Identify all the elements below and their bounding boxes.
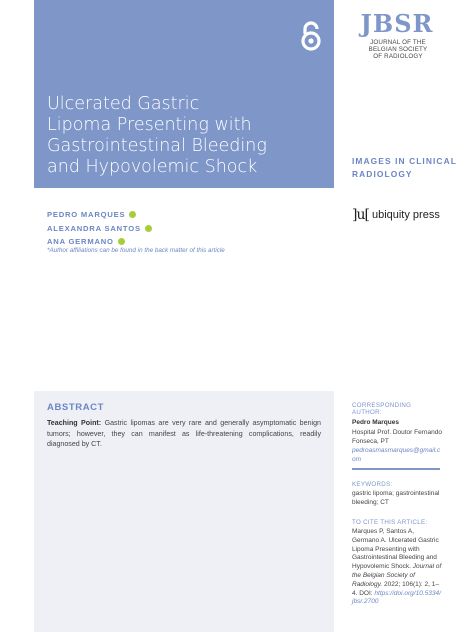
citation-text bbox=[352, 528, 442, 607]
title-line: Lipoma Presenting with bbox=[47, 115, 252, 135]
affiliation-note: *Author affiliations can be found in the back matter of this article bbox=[47, 247, 225, 254]
publisher-name: ubiquity press bbox=[371, 209, 440, 221]
publisher-logo bbox=[352, 207, 440, 223]
svg-text:JBSR: JBSR bbox=[360, 9, 434, 38]
teaching-point-label: Teaching Point: bbox=[47, 419, 102, 427]
logo-text-line: BELGIAN SOCIETY bbox=[368, 46, 428, 53]
corresponding-affiliation: Hospital Prof. Doutor Fernando Fonseca, PT bbox=[352, 428, 442, 445]
section-label-line: IMAGES IN CLINICAL bbox=[352, 156, 457, 166]
keywords-block bbox=[352, 481, 442, 508]
abstract-heading: ABSTRACT bbox=[47, 402, 105, 413]
keywords-text: gastric lipoma; gastrointestinal bleeding; CT bbox=[352, 490, 440, 506]
doi-link[interactable]: https://doi.org/10.5334/jbsr.2700 bbox=[352, 589, 441, 606]
author-name[interactable]: ANA GERMANO bbox=[47, 237, 114, 246]
logo-text-line: JOURNAL OF THE bbox=[370, 39, 426, 46]
keywords-label: KEYWORDS: bbox=[352, 481, 393, 488]
author-item bbox=[47, 208, 152, 221]
jbsr-logo-mark bbox=[360, 9, 434, 38]
orcid-icon[interactable] bbox=[129, 211, 136, 218]
article-title bbox=[47, 94, 317, 178]
corresponding-label: CORRESPONDING AUTHOR: bbox=[352, 402, 412, 416]
citation-details: 2022; 106(1): 2, 1–4. DOI: bbox=[352, 580, 439, 597]
abstract-body: Gastric lipomas are very rare and generally asymptomatic benign tumors; however, they can manifest as life-threatening complications, readily diagnosed by CT. bbox=[47, 419, 321, 448]
logo-text-line: OF RADIOLOGY bbox=[373, 53, 423, 60]
cite-label: TO CITE THIS ARTICLE: bbox=[352, 519, 428, 526]
author-name[interactable]: PEDRO MARQUES bbox=[47, 210, 126, 219]
title-line: Gastrointestinal Bleeding bbox=[47, 136, 267, 156]
corresponding-name: Pedro Marques bbox=[352, 419, 399, 426]
author-list bbox=[47, 208, 152, 249]
section-label-line: RADIOLOGY bbox=[352, 169, 413, 179]
orcid-icon[interactable] bbox=[118, 238, 125, 245]
title-line: Ulcerated Gastric bbox=[47, 94, 200, 114]
sidebar-divider bbox=[352, 468, 440, 470]
citation-authors-title: Marques P, Santos A, Germano A. Ulcerated Gastric Lipoma Presenting with Gastrointestinal Bleeding and Hypovolemic Shock. bbox=[352, 528, 439, 571]
ubiquity-mark-icon: ]u[ bbox=[352, 207, 369, 223]
citation-block bbox=[352, 519, 442, 607]
author-name[interactable]: ALEXANDRA SANTOS bbox=[47, 223, 141, 233]
journal-logo bbox=[358, 8, 438, 64]
open-access-lock-icon bbox=[298, 20, 324, 52]
author-item bbox=[47, 222, 152, 235]
title-line: and Hypovolemic Shock bbox=[47, 157, 258, 177]
orcid-icon[interactable] bbox=[145, 225, 152, 232]
section-label bbox=[352, 155, 462, 181]
corresponding-author-block bbox=[352, 402, 442, 465]
corresponding-email-link[interactable]: pedroasmasmarques@gmail.com bbox=[352, 447, 441, 464]
citation-journal: Journal of the Belgian Society of Radiology. bbox=[352, 563, 442, 588]
abstract-text bbox=[47, 418, 321, 450]
